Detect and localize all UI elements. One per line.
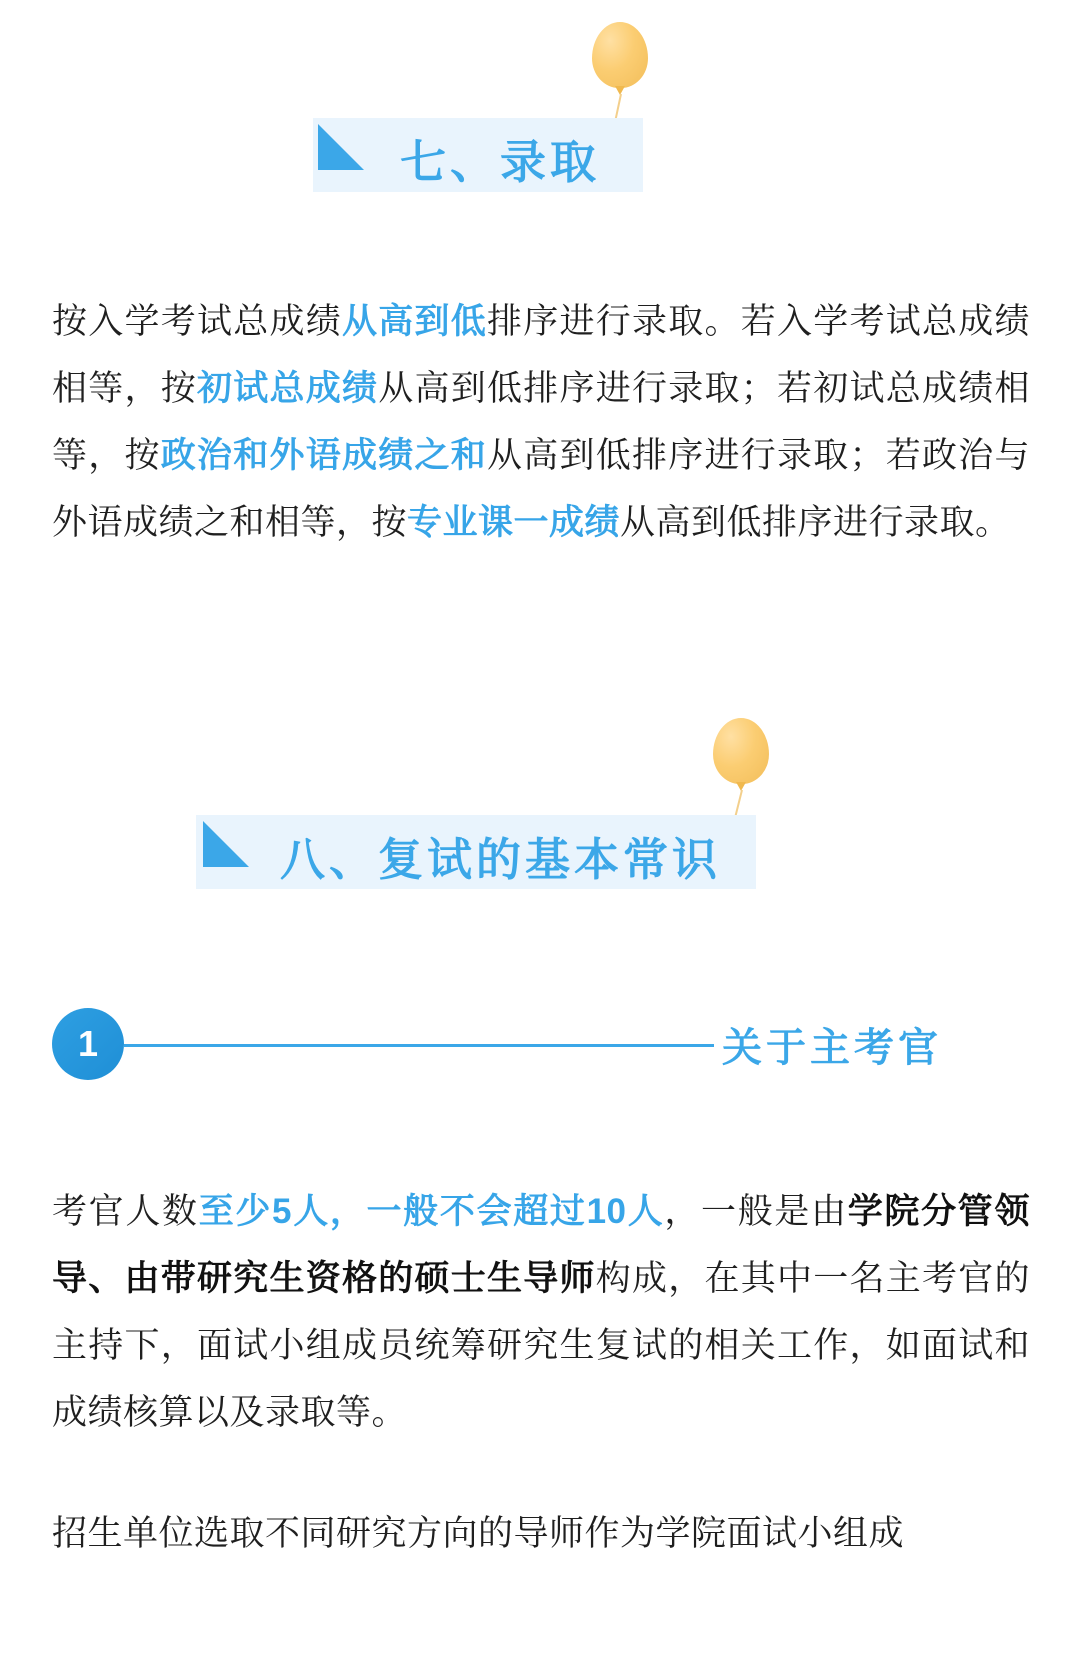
run-text: 排序进行录取。若入学考试总成绩相等，按 [52,302,1030,408]
section-8-paragraph-2 [52,1500,1030,1567]
section-heading-7-label: 七、录取 [400,136,600,188]
run-highlight: 从高到低 [342,302,487,341]
balloon-icon [713,718,769,784]
horizontal-rule [124,1044,714,1047]
run-highlight: 专业课一成绩 [407,503,621,542]
run-text: 从高到低排序进行录取；若政治与外语成绩之和相等，按 [52,436,1030,542]
run-text: 构成，在其中一名主考官的主持下，面试小组成员统筹研究生复试的相关工作，如面试和成绩核算以及录取等。 [52,1259,1030,1432]
numbered-item-row [0,1008,1080,1088]
section-7-paragraph [52,288,1030,556]
triangle-icon [318,124,364,170]
section-heading-7 [0,110,1080,190]
section-heading-8-label: 八、复试的基本常识 [280,834,722,885]
section-heading-8 [0,805,1080,895]
run-highlight: 初试总成绩 [197,369,379,408]
run-text: 招生单位选取不同研究方向的导师作为学院面试小组成 [52,1514,905,1553]
run-text: 考官人数 [52,1192,199,1231]
triangle-icon [203,821,249,867]
run-text: 从高到低排序进行录取。 [620,503,1011,542]
run-highlight: 政治和外语成绩之和 [160,436,487,475]
section-8-paragraph-1 [52,1178,1030,1446]
run-highlight: 至少5人，一般不会超过10人 [198,1192,665,1231]
item-number-badge: 1 [52,1008,124,1080]
run-text: ，一般是由 [664,1192,848,1231]
run-text: 按入学考试总成绩 [52,302,342,341]
run-bold: 学院分管领导、由带研究生资格的硕士生导师 [52,1192,1030,1298]
item-label: 关于主考官 [722,1026,942,1070]
run-text: 从高到低排序进行录取；若初试总成绩相等，按 [52,369,1030,475]
balloon-icon [592,22,648,88]
